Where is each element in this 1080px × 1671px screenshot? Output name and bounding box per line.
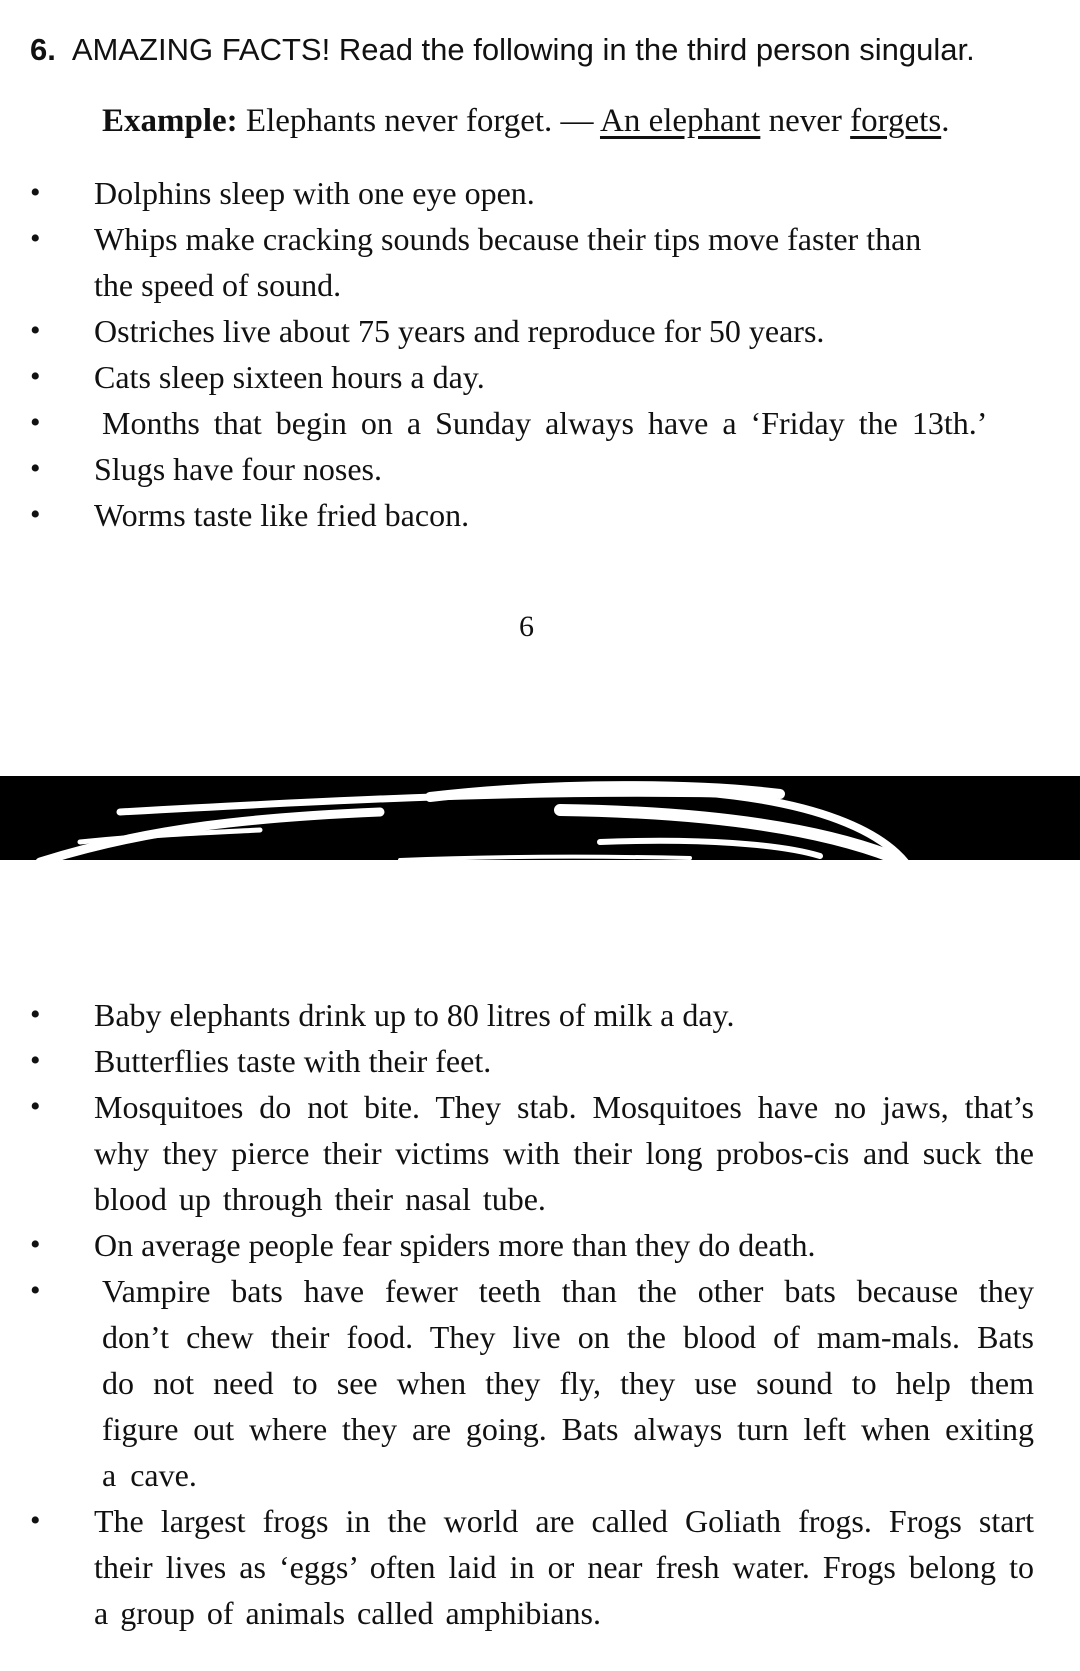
list-item: • Months that begin on a Sunday always have a ‘Friday the 13th.’ xyxy=(0,400,1080,446)
exercise-heading xyxy=(30,32,975,68)
list-item: • The largest frogs in the world are called Goliath frogs. Frogs start their lives as ‘eggs’ often laid in or near fresh water. Frogs belong to a group of animals called amphibians. xyxy=(0,1498,1080,1636)
list-item: • Cats sleep sixteen hours a day. xyxy=(0,354,1080,400)
list-item: • Slugs have four noses. xyxy=(0,446,1080,492)
list-item: • Dolphins sleep with one eye open. xyxy=(0,170,1080,216)
example-answer-end: . xyxy=(941,103,950,139)
example-label: Example: xyxy=(102,103,238,139)
list-item: • Mosquitoes do not bite. They stab. Mosquitoes have no jaws, that’s why they pierce their victims with their long probos-cis and suck the blood up through their nasal tube. xyxy=(0,1084,1080,1222)
example-answer-subject: An elephant xyxy=(599,103,761,139)
page-number: 6 xyxy=(519,610,534,643)
exercise-title: AMAZING FACTS! Read the following in the third person singular. xyxy=(71,32,975,67)
list-item: • Whips make cracking sounds because their tips move faster than the speed of sound. xyxy=(0,216,1080,308)
list-item: • Butterflies taste with their feet. xyxy=(0,1038,1080,1084)
example-answer-verb: forgets xyxy=(850,103,942,139)
scribble-strokes xyxy=(0,772,1080,864)
exercise-number: 6. xyxy=(30,32,56,67)
list-item: • Worms taste like fried bacon. xyxy=(0,492,1080,538)
redaction-scribble xyxy=(0,776,1080,860)
example-sentence: Elephants never forget. — xyxy=(245,103,594,139)
list-item: • On average people fear spiders more than they do death. xyxy=(0,1222,1080,1268)
facts-list-top xyxy=(0,170,1080,538)
example-line xyxy=(102,103,949,140)
facts-list-bottom xyxy=(0,992,1080,1636)
list-item: • Baby elephants drink up to 80 litres of milk a day. xyxy=(0,992,1080,1038)
list-item: • Ostriches live about 75 years and reproduce for 50 years. xyxy=(0,308,1080,354)
example-answer-adverb: never xyxy=(768,103,842,139)
list-item: • Vampire bats have fewer teeth than the other bats because they don’t chew their food. They live on the blood of mam-mals. Bats do not need to see when they fly, they use sound to help them figure out where they are going. Bats always turn left when exiting a cave. xyxy=(0,1268,1080,1498)
